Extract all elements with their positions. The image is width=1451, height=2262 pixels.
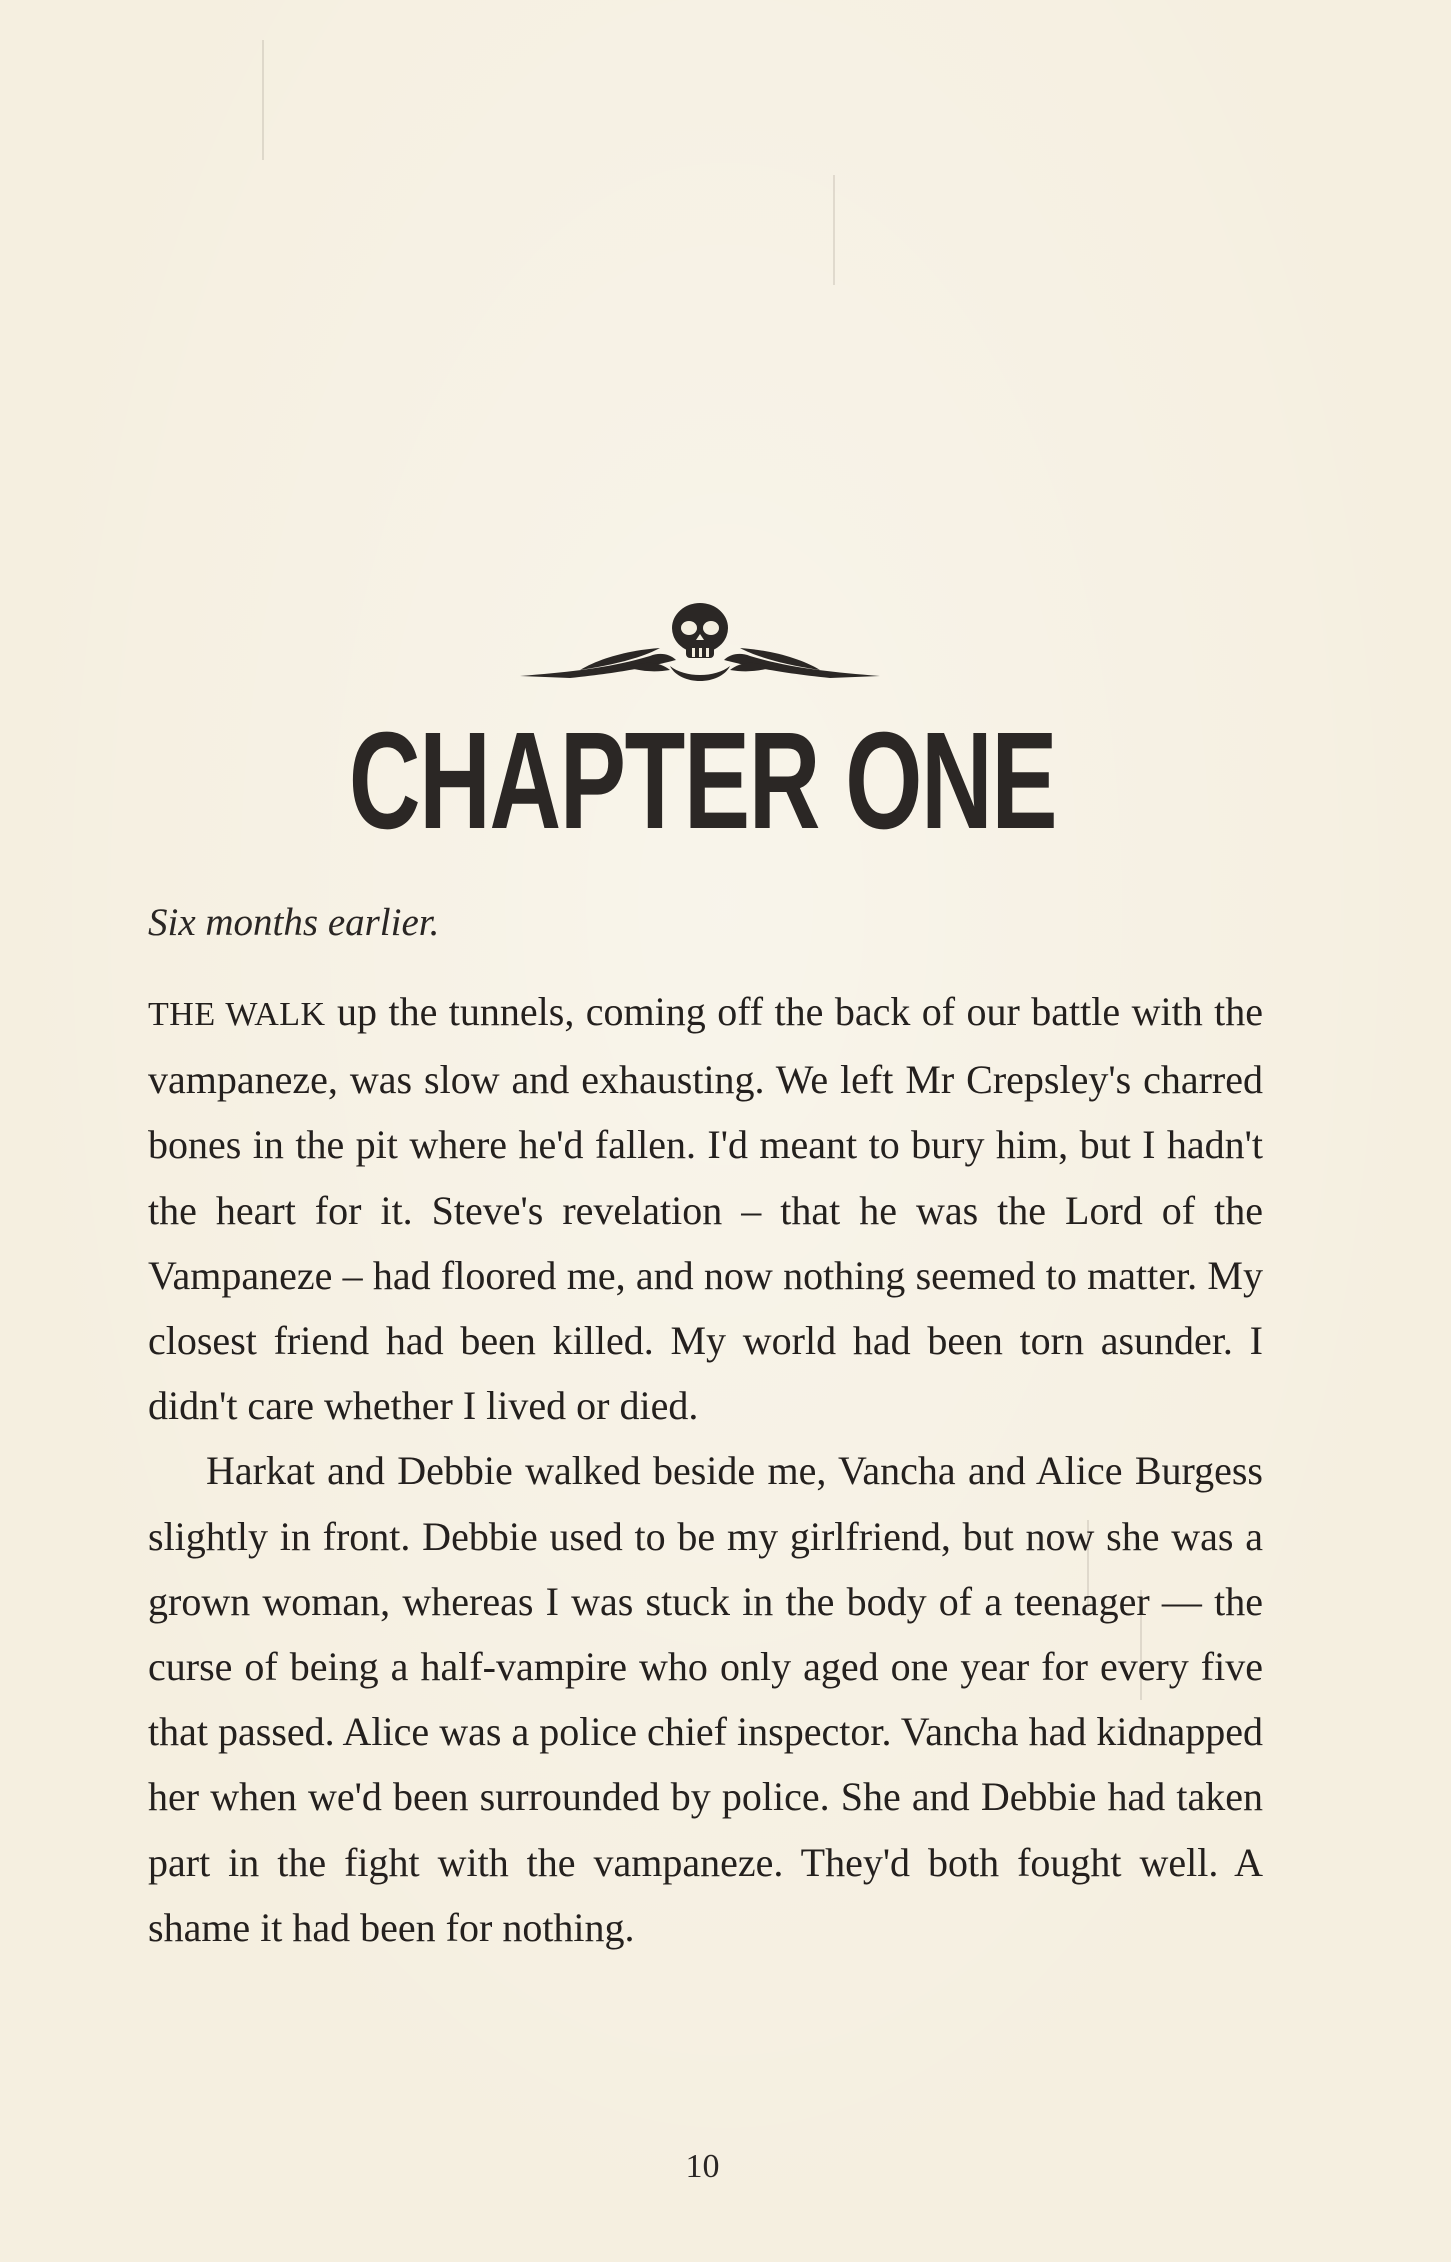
page-number: 10 xyxy=(685,2148,720,2185)
paragraph xyxy=(148,979,1263,1438)
chapter-body xyxy=(148,979,1263,1960)
scan-artifact xyxy=(833,175,835,285)
dateline: Six months earlier. xyxy=(148,901,440,944)
paragraph: Harkat and Debbie walked beside me, Vancha and Alice Burgess slightly in front. Debbie used to be my girlfriend, but now she was a grown woman, whereas I was stuck in the body of a teenager — the curse of being a half-vampire who only aged one year for every five that passed. Alice was a police chief inspector. Vancha had kidnapped her when we'd been surrounded by police. She and Debbie had taken part in the fight with the vampaneze. They'd both fought well. A shame it had been for nothing. xyxy=(148,1448,1263,1950)
scan-artifact xyxy=(262,40,264,160)
skull-ornament-icon xyxy=(510,598,890,694)
paragraph-text: up the tunnels, coming off the back of our battle with the vampaneze, was slow and exhausting. We left Mr Crepsley's charred bones in the pit where he'd fallen. I'd meant to bury him, but I hadn't the heart for it. Steve's revelation – that he was the Lord of the Vampaneze – had floored me, and now nothing seemed to matter. My closest friend had been killed. My world had been torn asunder. I didn't care whether I lived or died. xyxy=(148,989,1264,1429)
paragraph-lead-in: THE WALK xyxy=(148,996,326,1033)
chapter-title: CHAPTER ONE xyxy=(348,704,1057,858)
